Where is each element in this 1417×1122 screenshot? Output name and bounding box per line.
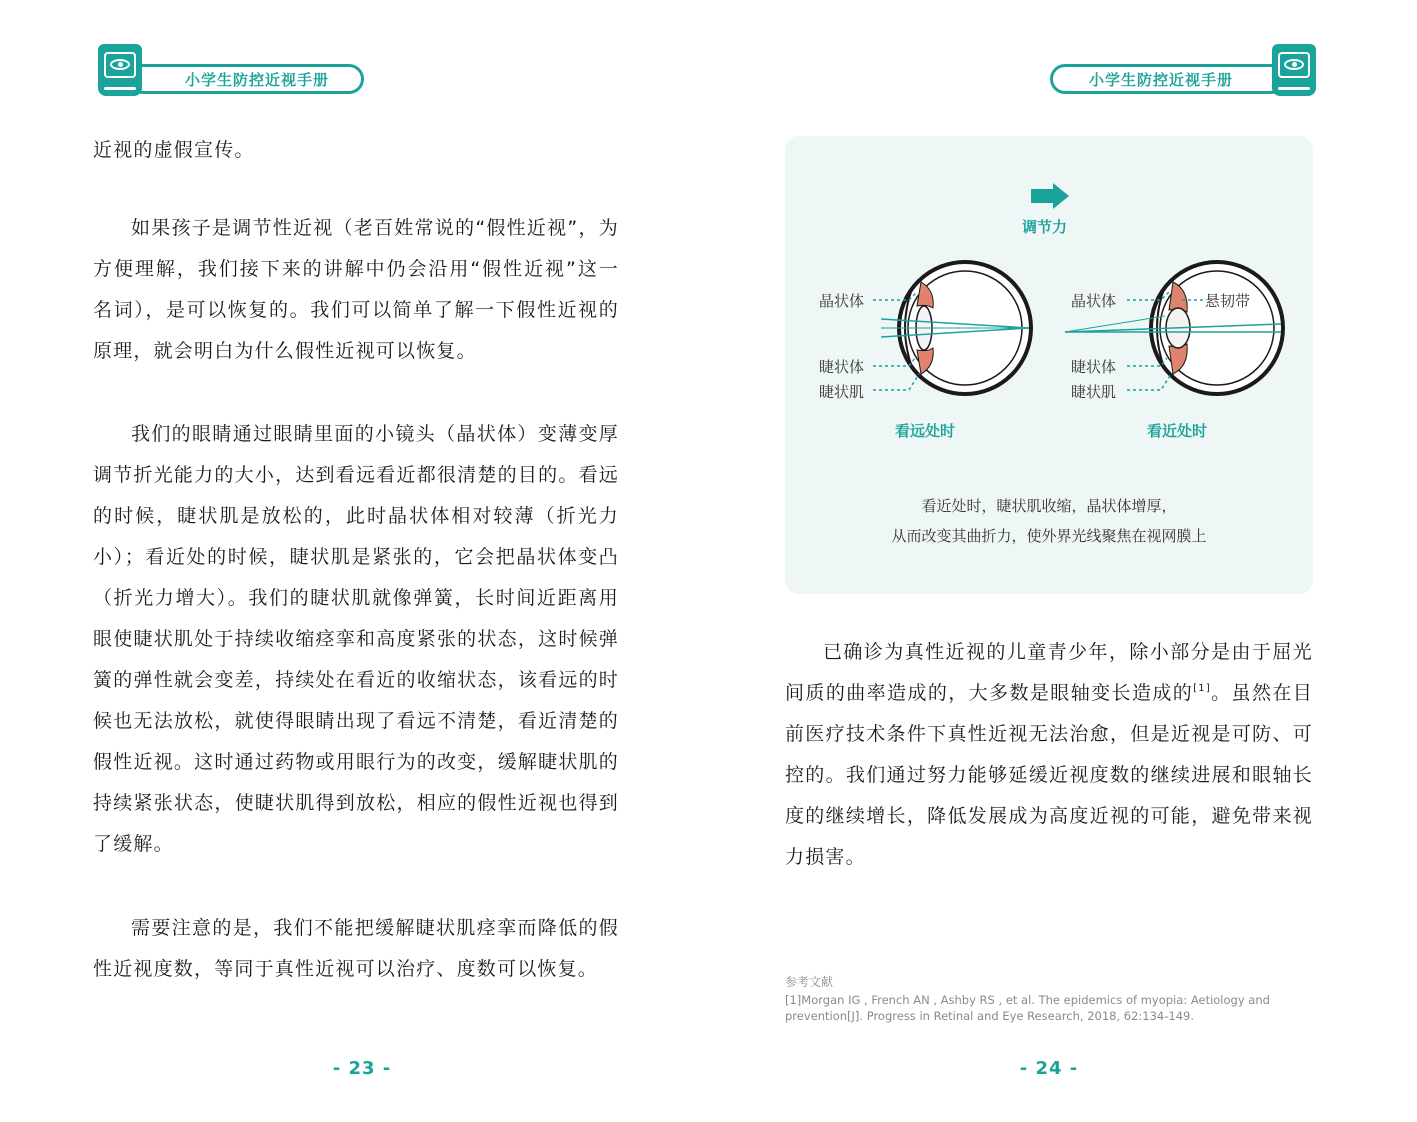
left-page	[0, 0, 708, 1122]
paragraph-main-text: 已确诊为真性近视的儿童青少年，除小部分是由于屈光间质的曲率造成的，大多数是眼轴变长造成的	[785, 641, 1313, 704]
references	[785, 974, 1315, 1024]
paragraph-1: 近视的虚假宣传。	[93, 139, 255, 161]
paragraph-3: 我们的眼睛通过眼睛里面的小镜头（晶状体）变薄变厚调节折光能力的大小，达到看远看近都很清楚的目的。看远的时候，睫状肌是放松的，此时晶状体相对较薄（折光力小）；看近处的时候，睫状肌是紧张的，它会把晶状体变凸（折光力增大）。我们的睫状肌就像弹簧，长时间近距离用眼使睫状肌处于持续收缩痉挛和高度紧张的状态，这时候弹簧的弹性就会变差，持续处在看近的收缩状态，该看远的时候也无法放松，就使得眼睛出现了看远不清楚，看近清楚的假性近视。这时通过药物或用眼行为的改变，缓解睫状肌的持续紧张状态，使睫状肌得到放松，相应的假性近视也得到了缓解。	[93, 423, 619, 855]
figure-caption-line-1: 看近处时，睫状肌收缩，晶状体增厚，	[921, 497, 1177, 515]
page-number: - 24 -	[1019, 1058, 1079, 1079]
far-ciliary-body-label: 睫状体	[819, 358, 865, 376]
near-ciliary-body-label: 睫状体	[1071, 358, 1117, 376]
accommodation-label: 调节力	[1022, 218, 1068, 236]
far-eye-diagram	[873, 262, 1031, 394]
paragraph-4: 需要注意的是，我们不能把缓解睫状肌痉挛而降低的假性近视度数，等同于真性近视可以治疗、度数可以恢复。	[93, 917, 619, 980]
paragraph-2: 如果孩子是调节性近视（老百姓常说的“假性近视”，为方便理解，我们接下来的讲解中仍会沿用“假性近视”这一名词），是可以恢复的。我们可以简单了解一下假性近视的原理，就会明白为什么假性近视可以恢复。	[93, 217, 619, 362]
eye-book-icon	[98, 44, 142, 96]
eye-book-icon	[1272, 44, 1316, 96]
near-lens-label: 晶状体	[1071, 292, 1117, 310]
citation-mark: [1]	[1193, 683, 1211, 694]
near-ciliary-muscle-label: 睫状肌	[1071, 383, 1117, 401]
references-title: 参考文献	[785, 975, 834, 989]
figure-caption-line-2: 从而改变其曲折力，使外界光线聚焦在视网膜上	[891, 527, 1207, 545]
far-lens-label: 晶状体	[819, 292, 865, 310]
header-title: 小学生防控近视手册	[1088, 71, 1233, 89]
eye-accommodation-figure	[785, 136, 1313, 594]
header-title: 小学生防控近视手册	[184, 71, 329, 89]
page-number: - 23 -	[332, 1058, 392, 1079]
right-arrow-icon	[1031, 183, 1069, 209]
header-banner	[98, 44, 364, 98]
near-zonule-label: 悬韧带	[1205, 292, 1251, 310]
right-page	[708, 0, 1417, 1122]
near-caption: 看近处时	[1147, 422, 1208, 440]
paragraph-main	[785, 632, 1313, 878]
header-banner	[1050, 44, 1316, 98]
paragraph-tail-text: 。虽然在目前医疗技术条件下真性近视无法治愈，但是近视是可防、可控的。我们通过努力能够延缓近视度数的继续进展和眼轴长度的继续增长，降低发展成为高度近视的可能，避免带来视力损害。	[785, 682, 1313, 868]
far-ciliary-muscle-label: 睫状肌	[819, 383, 865, 401]
reference-1: [1]Morgan IG , French AN , Ashby RS , et al. The epidemics of myopia: Aetiology and prevention[J]. Progress in Retinal and Eye Research, 2018, 62:134-149.	[785, 993, 1270, 1023]
far-caption: 看远处时	[895, 422, 956, 440]
